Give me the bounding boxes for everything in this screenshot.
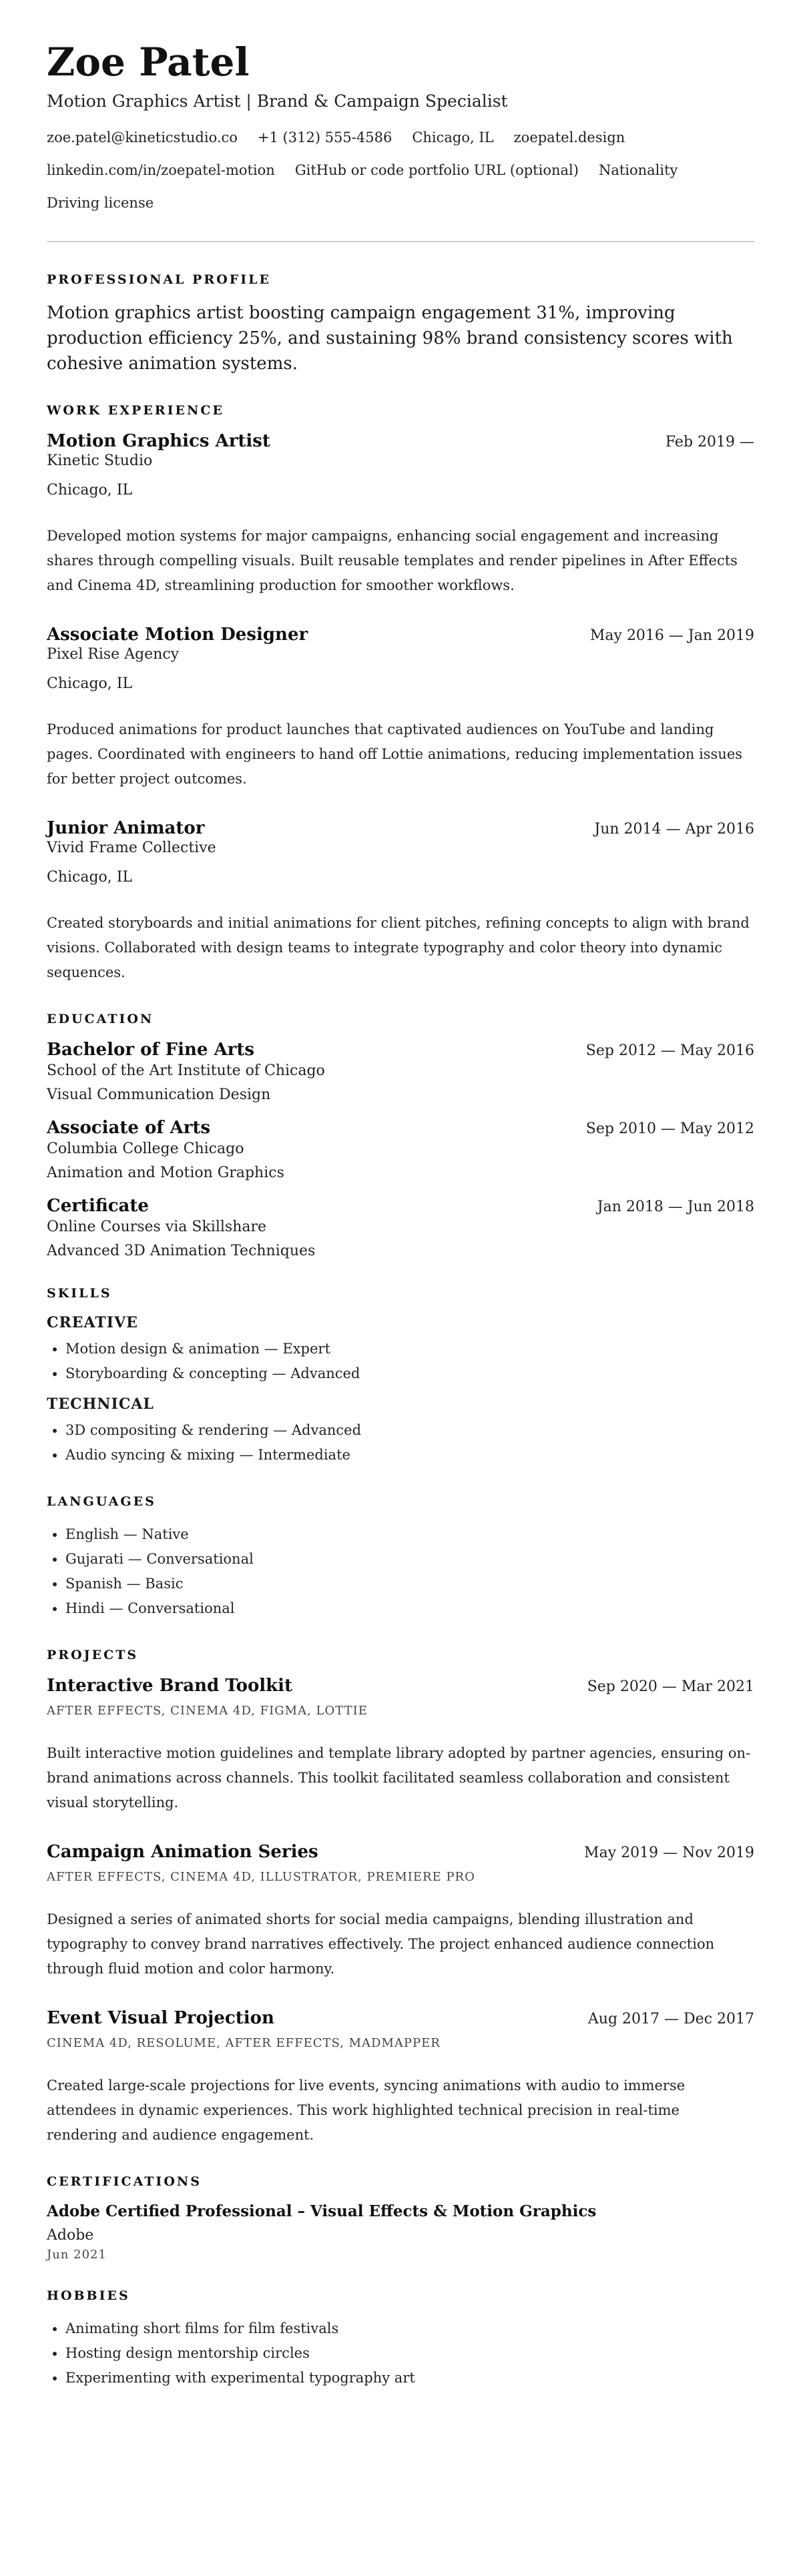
certification-name: Adobe Certified Professional – Visual Effects & Motion Graphics — [47, 2202, 597, 2220]
job-entry — [47, 625, 754, 791]
contact-email[interactable]: zoe.patel@kineticstudio.co — [47, 129, 238, 145]
header-divider — [47, 241, 754, 242]
skill-item: • Audio syncing & mixing — Intermediate — [65, 1443, 754, 1468]
education-degree: Certificate — [47, 1195, 149, 1216]
job-description: Produced animations for product launches that captivated audiences on YouTube and landing pages. Coordinated with engineers to hand off Lottie animations, reducing implementation issues for better project outcomes. — [47, 721, 743, 787]
job-description: Developed motion systems for major campaigns, enhancing social engagement and increasing shares through compelling visuals. Built reusable templates and render pipelines in After Effects and Cinema 4D, streamlining production for smoother workflows. — [47, 527, 738, 593]
job-company: Vivid Frame Collective — [47, 839, 216, 856]
job-role: Motion Graphics Artist — [47, 430, 270, 451]
education-school: School of the Art Institute of Chicago — [47, 1062, 325, 1079]
job-location: Chicago, IL — [47, 481, 133, 499]
education-section — [47, 1012, 754, 1259]
section-title: PROJECTS — [47, 1647, 139, 1662]
section-title: SKILLS — [47, 1285, 112, 1301]
job-location: Chicago, IL — [47, 868, 133, 886]
project-description: Built interactive motion guidelines and template library adopted by partner agencies, ensuring on-brand animations across channels. This toolkit facilitated seamless collaboration and consistent visual storytelling. — [47, 1744, 751, 1811]
project-dates: Aug 2017 — Dec 2017 — [587, 2010, 754, 2027]
candidate-name: Zoe Patel — [47, 39, 250, 85]
contact-list — [47, 121, 754, 220]
project-entry — [47, 1676, 754, 1815]
resume-header — [47, 40, 754, 220]
section-title: LANGUAGES — [47, 1494, 156, 1509]
project-dates: May 2019 — Nov 2019 — [584, 1844, 754, 1861]
language-list — [47, 1522, 754, 1621]
project-dates: Sep 2020 — Mar 2021 — [587, 1678, 754, 1695]
project-tech: AFTER EFFECTS, CINEMA 4D, FIGMA, LOTTIE — [47, 1703, 368, 1718]
skill-list — [47, 1337, 754, 1386]
contact-driving-license: Driving license — [47, 194, 154, 211]
contact-linkedin[interactable]: linkedin.com/in/zoepatel-motion — [47, 162, 275, 178]
skill-group-title: TECHNICAL — [47, 1395, 154, 1413]
education-dates: Sep 2010 — May 2012 — [585, 1120, 754, 1137]
certification-entry — [47, 2202, 754, 2262]
hobbies-section — [47, 2288, 754, 2390]
education-entry — [47, 1118, 754, 1181]
section-title: WORK EXPERIENCE — [47, 402, 224, 418]
project-entry — [47, 1842, 754, 1981]
experience-section — [47, 403, 754, 985]
project-description: Designed a series of animated shorts for social media campaigns, blending illustration and typography to convey brand narratives effectively. The project enhanced audience connection through fluid motion and color harmony. — [47, 1911, 715, 1977]
project-tech: AFTER EFFECTS, CINEMA 4D, ILLUSTRATOR, PREMIERE PRO — [47, 1869, 475, 1884]
education-field: Visual Communication Design — [47, 1086, 271, 1103]
hobby-item: • Experimenting with experimental typography art — [65, 2366, 754, 2390]
skill-group-title: CREATIVE — [47, 1313, 138, 1331]
education-degree: Associate of Arts — [47, 1117, 211, 1138]
skill-item: • Motion design & animation — Expert — [65, 1337, 754, 1361]
project-name: Event Visual Projection — [47, 2007, 274, 2028]
job-location: Chicago, IL — [47, 675, 133, 692]
job-role: Junior Animator — [47, 818, 205, 838]
certification-issuer: Adobe — [47, 2226, 94, 2244]
section-title: CERTIFICATIONS — [47, 2174, 202, 2189]
job-entry — [47, 818, 754, 985]
candidate-headline: Motion Graphics Artist | Brand & Campaign Specialist — [47, 91, 508, 111]
project-tech: CINEMA 4D, RESOLUME, AFTER EFFECTS, MADMAPPER — [47, 2035, 441, 2050]
hobby-item: • Hosting design mentorship circles — [65, 2341, 754, 2366]
education-school: Columbia College Chicago — [47, 1140, 244, 1157]
language-item: • Spanish — Basic — [65, 1572, 754, 1596]
job-dates: Jun 2014 — Apr 2016 — [594, 820, 754, 838]
skill-item: • Storyboarding & concepting — Advanced — [65, 1361, 754, 1386]
job-role: Associate Motion Designer — [47, 624, 308, 645]
project-name: Campaign Animation Series — [47, 1841, 318, 1862]
contact-nationality: Nationality — [598, 162, 678, 178]
skill-item: • 3D compositing & rendering — Advanced — [65, 1418, 754, 1443]
contact-website[interactable]: zoepatel.design — [513, 129, 625, 145]
job-dates: Feb 2019 — — [665, 433, 754, 450]
education-field: Advanced 3D Animation Techniques — [47, 1242, 316, 1259]
skills-section — [47, 1286, 754, 1468]
education-dates: Sep 2012 — May 2016 — [585, 1042, 754, 1059]
language-item: • English — Native — [65, 1522, 754, 1547]
certifications-section — [47, 2174, 754, 2262]
section-title: EDUCATION — [47, 1011, 154, 1026]
section-title: PROFESSIONAL PROFILE — [47, 272, 271, 287]
job-description: Created storyboards and initial animations for client pitches, refining concepts to align with brand visions. Collaborated with design teams to integrate typography and color theory into dynamic sequences. — [47, 914, 750, 980]
projects-section — [47, 1648, 754, 2148]
education-field: Animation and Motion Graphics — [47, 1164, 284, 1181]
hobby-item: • Animating short films for film festivals — [65, 2316, 754, 2341]
profile-summary: Motion graphics artist boosting campaign engagement 31%, improving production efficiency 25%, and sustaining 98% brand consistency scores with cohesive animation systems. — [47, 302, 733, 374]
language-item: • Hindi — Conversational — [65, 1596, 754, 1621]
contact-phone: +1 (312) 555-4586 — [257, 129, 392, 145]
section-title: HOBBIES — [47, 2288, 130, 2303]
skill-group — [47, 1395, 754, 1468]
job-dates: May 2016 — Jan 2019 — [589, 627, 754, 644]
profile-section — [47, 272, 754, 376]
project-description: Created large-scale projections for live events, syncing animations with audio to immerse attendees in dynamic experiences. This work highlighted technical precision in real-time rendering and audience engagement. — [47, 2077, 686, 2143]
certification-date: Jun 2021 — [47, 2247, 107, 2262]
job-entry — [47, 431, 754, 598]
skill-group — [47, 1314, 754, 1386]
job-company: Pixel Rise Agency — [47, 645, 180, 663]
languages-section — [47, 1494, 754, 1621]
hobby-list — [47, 2316, 754, 2390]
education-school: Online Courses via Skillshare — [47, 1218, 267, 1235]
language-item: • Gujarati — Conversational — [65, 1547, 754, 1572]
education-entry — [47, 1040, 754, 1103]
contact-portfolio: GitHub or code portfolio URL (optional) — [294, 162, 579, 178]
education-degree: Bachelor of Fine Arts — [47, 1039, 254, 1060]
education-dates: Jan 2018 — Jun 2018 — [597, 1198, 754, 1215]
job-company: Kinetic Studio — [47, 452, 153, 469]
project-entry — [47, 2008, 754, 2148]
education-entry — [47, 1196, 754, 1259]
skill-list — [47, 1418, 754, 1468]
project-name: Interactive Brand Toolkit — [47, 1675, 293, 1696]
contact-location: Chicago, IL — [412, 129, 494, 145]
